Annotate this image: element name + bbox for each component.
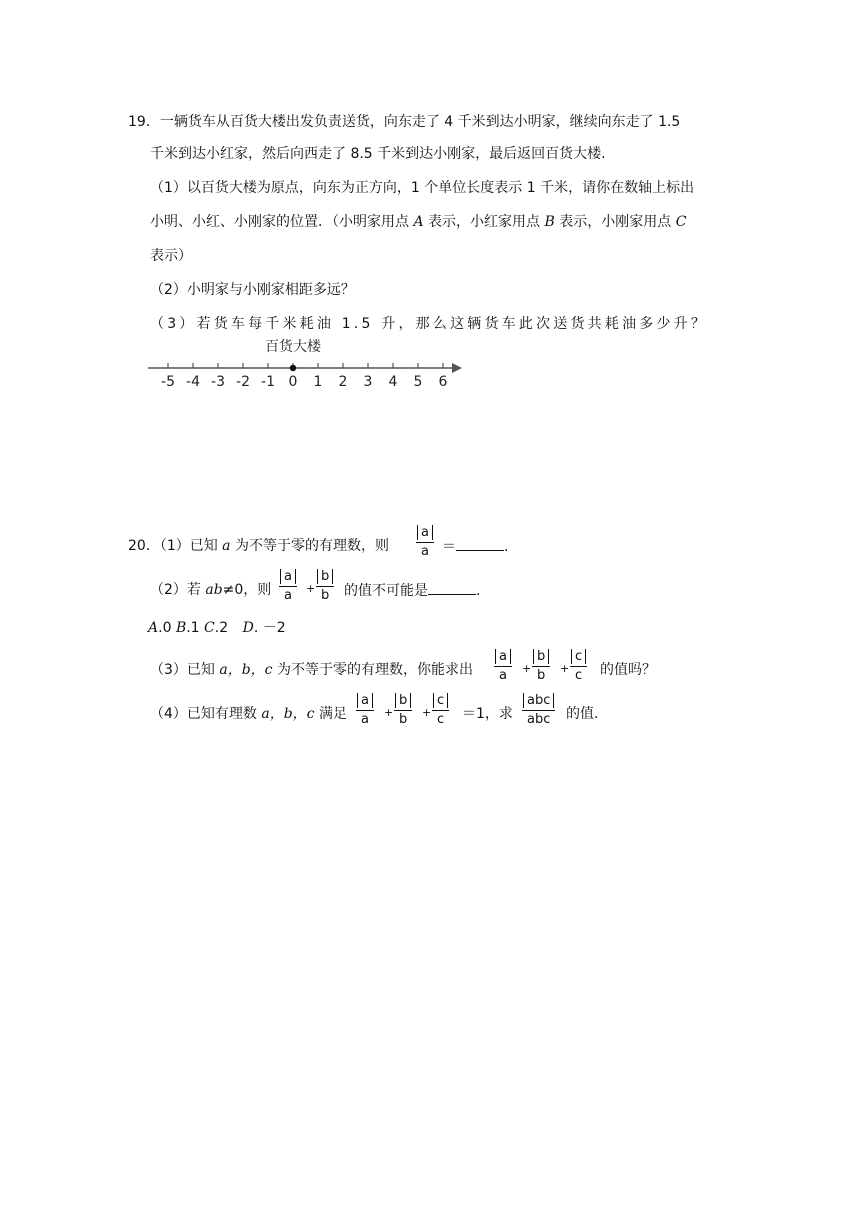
q20-text: 满足 [314,706,347,722]
fraction-abs-c-over-c [570,648,587,685]
answer-blank[interactable] [456,536,504,551]
var-a: a [222,538,231,554]
numerator: a [417,525,433,540]
q19-part1-text: 表示，小刚家用点 [554,214,676,230]
tick-label: -4 [186,374,200,390]
point-c-label: C [675,214,687,230]
q20-text: 为不等于零的有理数，则 [230,538,389,554]
numerator: a [357,693,373,708]
vars-abc: a，b，c [261,706,315,722]
origin-label: 百货大楼 [265,339,321,355]
denominator: b [399,712,408,727]
q20-part4-suffix: 的值. [566,706,599,722]
numerator: c [571,649,586,664]
tick-label: -2 [236,374,250,390]
q20-text: 20．（1）已知 [128,538,223,554]
option-d[interactable]: D. －2 [242,620,286,636]
option-a[interactable]: A.0 [148,620,176,636]
q20-part1-suffix [442,536,508,557]
numerator: b [317,569,333,584]
fraction-abs-a-over-a [279,568,297,605]
plus-sign: + [384,706,394,719]
numerator: abc [523,693,554,708]
option-b[interactable]: B.1 [175,620,205,636]
numerator: a [495,649,511,664]
fraction-abs-abc-over-abc [522,692,555,729]
option-c[interactable]: C.2 [204,620,233,636]
denominator: a [284,588,292,603]
q19-line1: 19．一辆货车从百货大楼出发负责送货，向东走了 4 千米到达小明家，继续向东走了 1.5 [128,114,681,130]
q20-part4-prefix [150,704,347,724]
origin-dot [290,365,296,371]
q20-text: （4）已知有理数 [150,706,262,722]
var-ab: ab [205,582,223,598]
q20-part2-suffix [344,580,480,601]
fraction-abs-a-over-a [494,648,512,685]
q19-part1-text: 表示，小红家用点 [423,214,545,230]
plus-sign: + [422,706,432,719]
q20-text: （2）若 [150,582,206,598]
tick-label: 0 [288,374,298,390]
q19-part2: （2）小明家与小刚家相距多远？ [150,282,355,298]
q19-part1-text: 小明、小红、小刚家的位置．（小明家用点 [150,214,414,230]
plus-sign: + [306,582,316,595]
tick-label: 6 [438,374,448,390]
fraction-abs-b-over-b [316,568,334,605]
q19-part1-line3: 表示） [150,248,192,264]
denominator: c [575,668,583,683]
tick-label: 5 [413,374,423,390]
fraction-abs-a-over-a [356,692,374,729]
numerator: b [533,649,549,664]
q19-part1-line2 [150,212,686,232]
plus-sign: + [522,662,532,675]
denominator: c [437,712,445,727]
q20-part2-prefix [150,580,271,600]
tick-label: 4 [388,374,398,390]
tick-label: -3 [211,374,225,390]
q20-text: 为不等于零的有理数，你能求出 [272,662,473,678]
answer-blank[interactable] [428,580,476,595]
denominator: b [321,588,330,603]
fraction-abs-c-over-c [432,692,449,729]
q19-part3: （3）若货车每千米耗油 1.5 升，那么这辆货车此次送货共耗油多少升？ [150,316,709,332]
q19-part1-line1: （1）以百货大楼为原点，向东为正方向，1 个单位长度表示 1 千米，请你在数轴上标出 [150,180,695,196]
tick-label: 1 [313,374,323,390]
q20-text: ≠0，则 [222,582,272,598]
denominator: a [361,712,369,727]
q19-line2: 千米到达小红家，然后向西走了 8.5 千米到达小刚家，最后返回百货大楼. [150,146,606,162]
q20-part3-suffix: 的值吗？ [600,662,656,678]
axis-arrow [452,363,462,373]
numerator: a [280,569,296,584]
q20-part4-eq: ＝1，求 [462,706,513,722]
denominator: b [537,668,546,683]
numerator: b [395,693,411,708]
tick-label: -5 [161,374,175,390]
q20-text: 的值不可能是 [344,583,428,599]
point-a-label: A [413,214,424,230]
tick-label: -1 [261,374,275,390]
equals: ＝ [442,539,456,555]
numerator: c [433,693,448,708]
q20-text: （3）已知 [150,662,220,678]
fraction-abs-b-over-b [394,692,412,729]
q20-part3-prefix [150,660,473,680]
number-line [140,334,470,390]
fraction-abs-a-over-a [416,524,434,561]
period: . [504,539,509,555]
tick-label: 2 [338,374,348,390]
vars-abc: a，b，c [219,662,273,678]
denominator: a [499,668,507,683]
fraction-abs-b-over-b [532,648,550,685]
q20-part1-prefix [128,536,389,556]
period: . [476,583,481,599]
plus-sign: + [560,662,570,675]
denominator: a [421,544,429,559]
choice-options [148,618,286,638]
point-b-label: B [544,214,555,230]
tick-label: 3 [363,374,373,390]
denominator: abc [527,712,551,727]
